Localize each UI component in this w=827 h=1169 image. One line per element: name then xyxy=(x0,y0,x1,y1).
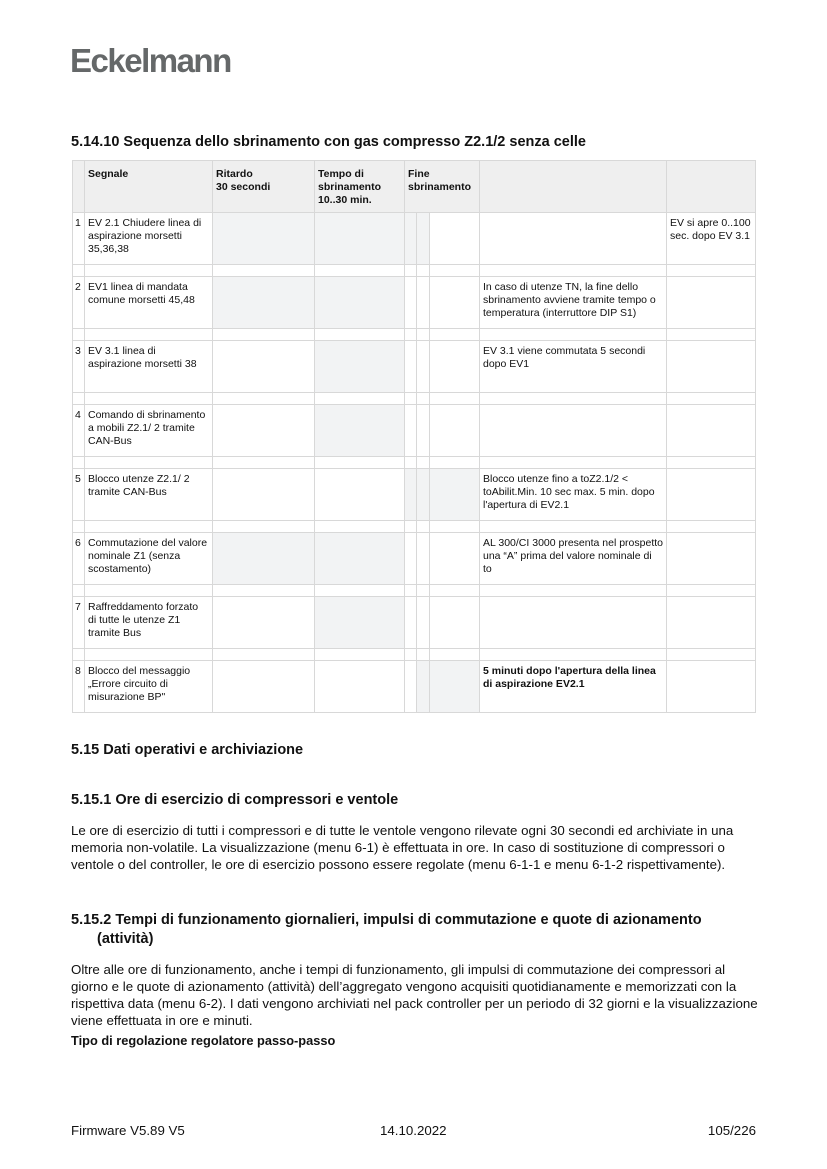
spacer-cell xyxy=(315,521,405,533)
spacer-cell xyxy=(430,265,480,277)
spacer-cell xyxy=(417,585,430,597)
spacer-cell xyxy=(430,329,480,341)
eckelmann-logo: Eckelmann xyxy=(70,42,231,79)
note-cell xyxy=(480,597,667,649)
spacer-cell xyxy=(85,585,213,597)
spacer-cell xyxy=(405,329,417,341)
row-number: 1 xyxy=(73,213,85,265)
spacer-cell xyxy=(405,393,417,405)
spacer-cell xyxy=(667,457,756,469)
paragraph-daily-runtimes: Oltre alle ore di funzionamento, anche i tempi di funzionamento, gli impulsi di commutazione dei compressori al giorno e le quote di azionamento (attività) dell’aggregato vengono acquisiti quotidianamente e memorizzati con la rispettiva data (menu 6-2). I dati vengono archiviati nel pack controller per un periodo di 32 giorni e la visualizzazione viene effettuata in ore e minuti. xyxy=(71,962,758,1028)
spacer-cell xyxy=(405,265,417,277)
defrost-end-cell xyxy=(417,405,430,457)
spacer-cell xyxy=(85,457,213,469)
section-heading-5-15-2: 5.15.2 Tempi di funzionamento giornalieri, impulsi di commutazione e quote di azionamento xyxy=(71,912,702,928)
defrost-end-cell xyxy=(405,469,417,521)
subheading-step-controller: Tipo di regolazione regolatore passo-passo xyxy=(71,1033,336,1048)
spacer-cell xyxy=(213,585,315,597)
spacer-cell xyxy=(667,265,756,277)
defrost-time-cell xyxy=(315,341,405,393)
section-heading-5-15: 5.15 Dati operativi e archiviazione xyxy=(71,742,304,758)
footer-firmware: Firmware V5.89 V5 xyxy=(71,1123,185,1138)
defrost-end-cell xyxy=(417,533,430,585)
spacer-cell xyxy=(73,649,85,661)
signal-cell: EV1 linea di mandata comune morsetti 45,48 xyxy=(85,277,213,329)
header-num xyxy=(73,161,85,213)
spacer-cell xyxy=(417,329,430,341)
spacer-cell xyxy=(73,265,85,277)
table-row xyxy=(73,597,756,649)
defrost-time-cell xyxy=(315,405,405,457)
signal-cell: EV 2.1 Chiudere linea di aspirazione morsetti 35,36,38 xyxy=(85,213,213,265)
defrost-time-cell xyxy=(315,277,405,329)
delay-cell xyxy=(213,213,315,265)
defrost-end-cell xyxy=(417,277,430,329)
defrost-end-cell xyxy=(430,341,480,393)
delay-cell xyxy=(213,277,315,329)
spacer-cell xyxy=(213,457,315,469)
spacer-cell xyxy=(405,521,417,533)
table-row xyxy=(73,469,756,521)
table-row xyxy=(73,213,756,265)
note-cell xyxy=(480,213,667,265)
footer-page-number: 105/226 xyxy=(707,1123,756,1138)
spacer-cell xyxy=(667,329,756,341)
spacer-cell xyxy=(417,649,430,661)
defrost-end-cell xyxy=(430,661,480,713)
spacer-cell xyxy=(405,649,417,661)
defrost-end-cell xyxy=(417,341,430,393)
spacer-cell xyxy=(430,649,480,661)
note2-cell xyxy=(667,405,756,457)
defrost-end-cell xyxy=(430,213,480,265)
spacer-cell xyxy=(405,457,417,469)
defrost-time-cell xyxy=(315,597,405,649)
spacer-cell xyxy=(213,649,315,661)
spacer-cell xyxy=(480,265,667,277)
note-cell: 5 minuti dopo l'apertura della linea di aspirazione EV2.1 xyxy=(480,661,667,713)
spacer-cell xyxy=(73,585,85,597)
defrost-end-cell xyxy=(405,533,417,585)
spacer-cell xyxy=(417,457,430,469)
spacer-cell xyxy=(85,649,213,661)
spacer-cell xyxy=(417,521,430,533)
spacer-row xyxy=(73,265,756,277)
table-row xyxy=(73,533,756,585)
spacer-cell xyxy=(213,521,315,533)
defrost-end-cell xyxy=(405,341,417,393)
row-number: 3 xyxy=(73,341,85,393)
section-heading-5-15-2-cont: (attività) xyxy=(97,931,154,947)
header-delay: Ritardo 30 secondi xyxy=(213,161,315,213)
delay-cell xyxy=(213,469,315,521)
spacer-cell xyxy=(315,265,405,277)
spacer-cell xyxy=(315,329,405,341)
defrost-end-cell xyxy=(417,661,430,713)
spacer-cell xyxy=(85,329,213,341)
defrost-end-cell xyxy=(417,213,430,265)
signal-cell: EV 3.1 linea di aspirazione morsetti 38 xyxy=(85,341,213,393)
table-row xyxy=(73,661,756,713)
signal-cell: Comando di sbrinamento a mobili Z2.1/ 2 tramite CAN-Bus xyxy=(85,405,213,457)
header-defrost-time: Tempo di sbrinamento 10..30 min. xyxy=(315,161,405,213)
spacer-cell xyxy=(430,521,480,533)
table-row xyxy=(73,405,756,457)
signal-cell: Blocco utenze Z2.1/ 2 tramite CAN-Bus xyxy=(85,469,213,521)
section-heading-5-15-1: 5.15.1 Ore di esercizio di compressori e ventole xyxy=(71,792,399,808)
delay-cell xyxy=(213,533,315,585)
spacer-cell xyxy=(73,521,85,533)
spacer-cell xyxy=(85,393,213,405)
delay-cell xyxy=(213,597,315,649)
spacer-cell xyxy=(213,393,315,405)
delay-cell xyxy=(213,661,315,713)
spacer-cell xyxy=(480,393,667,405)
header-note2 xyxy=(667,161,756,213)
spacer-cell xyxy=(667,521,756,533)
table-row xyxy=(73,341,756,393)
header-defrost-end: Fine sbrinamento xyxy=(405,161,480,213)
spacer-cell xyxy=(667,585,756,597)
note2-cell xyxy=(667,341,756,393)
paragraph-operating-hours: Le ore di esercizio di tutti i compressori e di tutte le ventole vengono rilevate ogni 30 secondi ed archiviate in una memoria non-volatile. La visualizzazione (menu 6-1) è effettuata in ore. In caso di sostituzione di compressori o ventole o del controller, le ore di esercizio possono essere regolate (menu 6-1-1 e menu 6-1-2 rispettivamente). xyxy=(71,823,734,872)
defrost-end-cell xyxy=(430,597,480,649)
spacer-cell xyxy=(315,393,405,405)
spacer-cell xyxy=(480,521,667,533)
note-cell xyxy=(480,405,667,457)
row-number: 2 xyxy=(73,277,85,329)
defrost-end-cell xyxy=(430,533,480,585)
note2-cell xyxy=(667,597,756,649)
defrost-end-cell xyxy=(405,661,417,713)
spacer-cell xyxy=(480,649,667,661)
header-note xyxy=(480,161,667,213)
section-heading-5-14-10: 5.14.10 Sequenza dello sbrinamento con gas compresso Z2.1/2 senza celle xyxy=(71,134,586,150)
spacer-cell xyxy=(417,265,430,277)
note-cell: AL 300/CI 3000 presenta nel prospetto una “A” prima del valore nominale di to xyxy=(480,533,667,585)
defrost-end-cell xyxy=(417,597,430,649)
row-number: 8 xyxy=(73,661,85,713)
defrost-end-cell xyxy=(405,597,417,649)
spacer-cell xyxy=(213,329,315,341)
defrost-end-cell xyxy=(430,469,480,521)
spacer-cell xyxy=(315,457,405,469)
note2-cell xyxy=(667,277,756,329)
row-number: 4 xyxy=(73,405,85,457)
delay-cell xyxy=(213,341,315,393)
spacer-cell xyxy=(667,649,756,661)
defrost-end-cell xyxy=(417,469,430,521)
header-signal: Segnale xyxy=(85,161,213,213)
spacer-row xyxy=(73,521,756,533)
footer-date: 14.10.2022 xyxy=(380,1123,447,1138)
defrost-end-cell xyxy=(405,213,417,265)
note-cell: EV 3.1 viene commutata 5 secondi dopo EV1 xyxy=(480,341,667,393)
defrost-time-cell xyxy=(315,661,405,713)
spacer-cell xyxy=(480,457,667,469)
spacer-cell xyxy=(430,393,480,405)
spacer-row xyxy=(73,393,756,405)
signal-cell: Commutazione del valore nominale Z1 (senza scostamento) xyxy=(85,533,213,585)
spacer-cell xyxy=(480,585,667,597)
note2-cell xyxy=(667,661,756,713)
spacer-cell xyxy=(213,265,315,277)
defrost-time-cell xyxy=(315,213,405,265)
spacer-cell xyxy=(85,265,213,277)
defrost-sequence-table xyxy=(72,160,756,713)
note2-cell xyxy=(667,469,756,521)
spacer-cell xyxy=(85,521,213,533)
spacer-row xyxy=(73,457,756,469)
signal-cell: Blocco del messaggio „Errore circuito di misurazione BP" xyxy=(85,661,213,713)
spacer-cell xyxy=(73,329,85,341)
spacer-cell xyxy=(73,457,85,469)
note2-cell xyxy=(667,533,756,585)
delay-cell xyxy=(213,405,315,457)
defrost-time-cell xyxy=(315,469,405,521)
spacer-cell xyxy=(430,585,480,597)
defrost-end-cell xyxy=(405,277,417,329)
spacer-cell xyxy=(73,393,85,405)
spacer-cell xyxy=(430,457,480,469)
defrost-end-cell xyxy=(405,405,417,457)
defrost-end-cell xyxy=(430,277,480,329)
defrost-end-cell xyxy=(430,405,480,457)
spacer-cell xyxy=(667,393,756,405)
spacer-cell xyxy=(315,649,405,661)
table-row xyxy=(73,277,756,329)
signal-cell: Raffreddamento forzato di tutte le utenze Z1 tramite Bus xyxy=(85,597,213,649)
spacer-cell xyxy=(405,585,417,597)
note-cell: Blocco utenze fino a toZ2.1/2 < toAbilit.Min. 10 sec max. 5 min. dopo l'apertura di EV2.1 xyxy=(480,469,667,521)
spacer-cell xyxy=(417,393,430,405)
note-cell: In caso di utenze TN, la fine dello sbrinamento avviene tramite tempo o temperatura (interruttore DIP S1) xyxy=(480,277,667,329)
spacer-row xyxy=(73,649,756,661)
spacer-cell xyxy=(480,329,667,341)
row-number: 5 xyxy=(73,469,85,521)
row-number: 6 xyxy=(73,533,85,585)
spacer-row xyxy=(73,585,756,597)
note2-cell: EV si apre 0..100 sec. dopo EV 3.1 xyxy=(667,213,756,265)
spacer-cell xyxy=(315,585,405,597)
spacer-row xyxy=(73,329,756,341)
row-number: 7 xyxy=(73,597,85,649)
defrost-time-cell xyxy=(315,533,405,585)
